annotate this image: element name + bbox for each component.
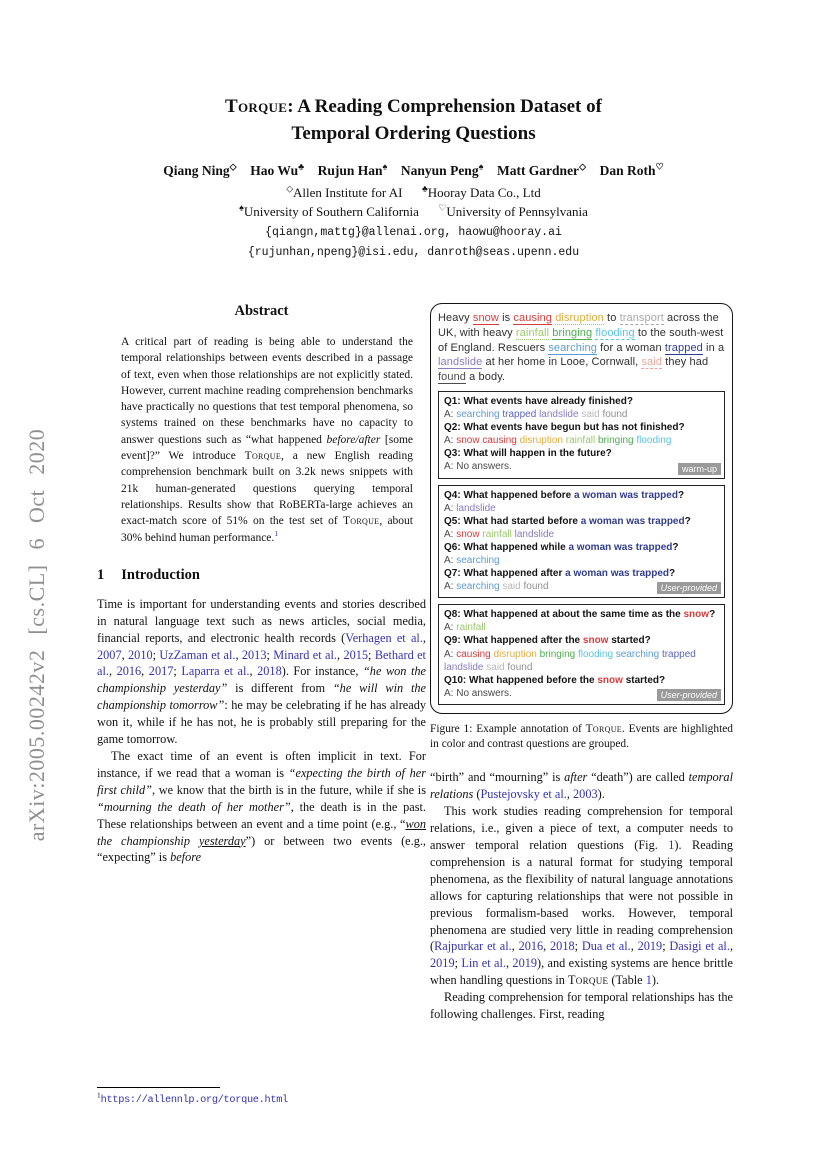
text-segment: Q1: What events have already finished?	[444, 395, 633, 407]
text-segment: causing	[456, 648, 494, 660]
section-heading-introduction	[97, 567, 426, 584]
text-segment: ;	[173, 664, 182, 679]
user-provided-badge: User-provided	[657, 689, 721, 701]
text-segment: Torque	[225, 96, 288, 117]
answer-line	[444, 621, 719, 634]
text-segment: ).	[651, 973, 660, 988]
text-segment: trapped	[661, 648, 696, 660]
text-segment: ,	[141, 664, 149, 679]
text-segment: A:	[444, 528, 457, 540]
section-number: 1	[97, 566, 105, 583]
text-segment: Q4: What happened before	[444, 489, 575, 501]
text-segment: a woman was trapped	[574, 489, 678, 501]
text-segment	[483, 163, 497, 178]
text-segment: Dan Roth	[599, 163, 656, 178]
citation-link[interactable]: 2019	[512, 956, 538, 971]
text-segment: for a woman	[596, 341, 665, 354]
question-line	[444, 515, 719, 528]
text-segment: [some event]?” We introduce	[121, 433, 413, 463]
text-segment: “he will win the championship tomorrow”	[97, 681, 426, 713]
text-segment: Q10: What happened before the	[444, 674, 598, 686]
question-line	[444, 447, 719, 460]
text-segment: ,	[249, 664, 258, 679]
text-segment: Matt Gardner	[496, 163, 580, 178]
text-segment: ?	[669, 568, 676, 580]
answer-line	[444, 528, 719, 541]
citation-link[interactable]: Rajpurkar et al.	[434, 939, 512, 954]
text-segment: snow	[597, 674, 623, 686]
text-segment: ?	[677, 489, 685, 501]
intro-paragraph-2	[97, 748, 426, 866]
text-segment: to	[603, 312, 620, 324]
text-segment: (Table	[608, 973, 646, 988]
text-segment: Figure 1: Example annotation of	[430, 722, 586, 735]
text-segment: searching	[456, 555, 500, 567]
text-segment: “he won the championship yesterday”	[97, 664, 427, 696]
text-segment: ,	[108, 664, 117, 679]
qa-block	[438, 604, 725, 705]
text-segment: landslide	[444, 661, 487, 673]
qa-block	[438, 391, 725, 479]
text-segment: a body.	[466, 371, 506, 384]
text-segment: searching	[456, 581, 503, 593]
text-segment: ;	[574, 939, 582, 954]
text-segment: bringing	[552, 326, 593, 339]
text-segment: Time is important for understanding events and stories described in natural language text such as news articles, social media, financial reports, and electronic health records (	[97, 596, 426, 645]
paper-title-line-1	[0, 94, 827, 121]
text-segment: Q3: What will happen in the future?	[444, 448, 612, 460]
citation-link[interactable]: 2013	[241, 647, 267, 662]
text-segment: transport	[619, 312, 664, 324]
text-segment: Nanyun Peng	[400, 163, 479, 178]
text-segment: snow	[472, 312, 499, 324]
text-segment: to the south-west of England. Rescuers	[438, 326, 724, 354]
text-segment: ,	[729, 939, 734, 954]
citation-link[interactable]: 2018	[550, 939, 575, 954]
text-segment: flooding	[577, 648, 616, 660]
text-segment: ?	[684, 515, 691, 527]
affiliations-line-2	[0, 204, 827, 220]
text-segment: Reading comprehension for temporal relationships has the following challenges. First, reading	[430, 990, 733, 1022]
text-segment: , we know that the birth is in the future, while if she is	[151, 782, 426, 797]
text-segment: started?	[622, 674, 666, 686]
text-segment: bringing	[539, 648, 578, 660]
text-segment: Rujun Han	[317, 163, 383, 178]
text-segment: ,	[566, 787, 574, 802]
text-segment: University of Pennsylvania	[446, 204, 588, 219]
text-segment: Heavy	[438, 312, 473, 324]
figure-1-box	[430, 303, 733, 714]
text-segment: ). For instance,	[281, 664, 363, 679]
citation-link[interactable]: 2003	[573, 787, 598, 802]
paper-title-line-2: Temporal Ordering Questions	[291, 122, 536, 144]
text-segment: ;	[152, 647, 160, 662]
text-segment: found	[602, 409, 628, 421]
text-segment: found	[523, 581, 549, 593]
text-segment: A critical part of reading is being able to understand the temporal relationships between events described in a passage of text, even when those relationships are not explicitly stated. However, current machine reading comprehension benchmarks have practically no questions that test temporal phenomena, so systems trained on these benchmarks have no capacity to answer questions such as “what happened	[121, 336, 413, 446]
text-segment: won	[405, 816, 426, 831]
text-segment: ◇	[579, 161, 587, 172]
text-segment: ,	[630, 939, 638, 954]
text-segment: This work studies reading comprehension for temporal relations, i.e., given a piece of text, a computer needs to answer temporal relation questions (Fig.	[430, 804, 733, 852]
text-segment: disruption	[555, 312, 604, 324]
text-segment: “mourning the death of her mother”	[97, 799, 291, 814]
text-segment: said	[581, 409, 603, 421]
text-segment: rainfall	[456, 622, 486, 634]
answer-line	[444, 502, 719, 515]
answer-line	[444, 408, 719, 421]
text-segment: is	[498, 312, 514, 324]
citation-link[interactable]: 2017	[148, 664, 174, 679]
text-segment: (	[473, 787, 481, 802]
abstract-text	[121, 334, 413, 546]
text-segment: searching	[548, 341, 597, 354]
text-segment: ♠	[239, 202, 244, 213]
figure-passage	[438, 311, 725, 385]
text-segment: “birth” and “mourning” is	[430, 770, 565, 785]
text-segment: ,	[337, 647, 344, 662]
answer-line	[444, 554, 719, 567]
affiliations-line-1	[0, 185, 827, 201]
text-segment: said	[502, 581, 524, 593]
text-segment: ;	[368, 647, 375, 662]
text-segment: ♣	[298, 161, 305, 172]
text-segment: bringing	[598, 435, 637, 447]
text-segment: 1	[97, 1090, 101, 1100]
citation-link[interactable]: Dua et al.	[581, 939, 631, 954]
citation-link[interactable]: 2007	[97, 647, 122, 662]
text-segment	[237, 163, 251, 178]
text-segment: rainfall	[565, 435, 598, 447]
text-segment: snow	[456, 435, 483, 447]
text-segment: , a new English reading comprehension benchmark built on 3.2k news snippets with 21k human-generated questions querying temporal relationships. Results show that RoBERTa-large achieves an exact-match score of 51% on the test set of	[121, 450, 414, 528]
text-segment: The exact time of an event is often implicit in text. For instance, if we read that a woman is	[97, 749, 426, 780]
text-segment: ♠	[382, 161, 388, 172]
text-segment: A: No answers.	[444, 461, 512, 473]
text-segment: a woman was trapped	[565, 568, 670, 580]
citation-link[interactable]: 2019	[637, 939, 663, 954]
text-segment: : he may be celebrating if he has already won it, while if he has not, he is probably still preparing for the game tomorrow.	[97, 698, 426, 747]
citation-link[interactable]: Bethard et al.	[97, 647, 426, 679]
text-segment: yesterday	[198, 833, 246, 848]
text-segment: said	[641, 356, 663, 369]
text-segment: “expecting the birth of her first child”	[97, 765, 426, 797]
text-segment: A:	[444, 409, 457, 421]
text-segment: across the UK, with heavy	[438, 312, 719, 339]
text-segment: snow	[683, 609, 710, 621]
body-paragraph-1	[430, 769, 733, 803]
text-segment: ♡	[655, 161, 664, 172]
text-segment: Hooray Data Co., Ltd	[427, 185, 541, 200]
arxiv-watermark: arXiv:2005.00242v2 [cs.CL] 6 Oct 2020	[24, 428, 49, 842]
text-segment: trapped	[502, 409, 540, 421]
text-segment: causing	[513, 312, 553, 324]
citation-link[interactable]: 2016	[518, 939, 544, 954]
text-segment: A:	[444, 581, 457, 593]
text-segment	[387, 163, 401, 178]
text-segment: ). Reading comprehension is a natural format for studying temporal phenomena, as the flexibility of natural language annotations allows for capturing relationships that were not possible in previous formalism-based works. However, temporal phenomena are studied very little in reading comprehension (	[430, 837, 733, 954]
text-segment: started?	[608, 635, 651, 647]
footnote-text	[97, 1090, 426, 1106]
text-segment: temporal relations	[430, 770, 733, 802]
text-segment	[586, 163, 600, 178]
text-segment: found	[438, 371, 467, 384]
text-segment: landslide	[539, 409, 582, 421]
text-segment: A:	[444, 648, 457, 660]
text-segment: searching	[615, 648, 662, 660]
text-segment: Torque	[244, 450, 282, 463]
text-segment: snow	[582, 635, 609, 647]
citation-link[interactable]: 2018	[257, 664, 282, 679]
text-segment: before	[170, 850, 202, 865]
text-segment: ,	[511, 939, 519, 954]
footnote-rule	[97, 1087, 220, 1088]
text-segment: ◇	[229, 161, 237, 172]
intro-paragraph-1	[97, 596, 426, 748]
text-segment: Torque	[342, 515, 380, 528]
text-segment: ♠	[478, 161, 484, 172]
text-segment: found	[507, 661, 533, 673]
text-segment: Hao Wu	[250, 163, 299, 178]
citation-link[interactable]: https://allennlp.org/torque.html	[100, 1094, 288, 1106]
text-segment: a woman was trapped	[580, 515, 685, 527]
text-segment: they had	[662, 356, 709, 369]
text-segment: landslide	[456, 502, 496, 514]
paper-title	[0, 94, 827, 148]
text-segment: the championship	[97, 833, 199, 848]
text-segment: flooding	[595, 326, 635, 339]
body-paragraph-2	[430, 803, 733, 989]
text-segment: trapped	[664, 341, 703, 354]
text-segment: A:	[444, 555, 457, 567]
qa-block	[438, 485, 725, 599]
question-line	[444, 674, 719, 687]
text-segment: causing	[482, 435, 520, 447]
text-segment: , the death is in the past. These relationships between an event and a time point (e.g., “	[97, 799, 426, 831]
text-segment: rainfall	[515, 326, 550, 339]
text-segment: ,	[121, 647, 129, 662]
text-segment: is different from	[227, 681, 333, 696]
right-column-body	[430, 769, 733, 1023]
text-segment: ?	[672, 541, 679, 553]
citation-link[interactable]: Lin et al.	[461, 956, 506, 971]
text-segment: : A Reading Comprehension Dataset of	[287, 96, 602, 117]
authors-line	[0, 163, 827, 179]
text-segment: disruption	[493, 648, 540, 660]
text-segment: ), and existing systems are hence brittle when handling questions in	[430, 956, 733, 988]
text-segment: A: No answers.	[444, 687, 512, 699]
citation-link[interactable]: Pustejovsky et al.	[480, 787, 567, 802]
right-column	[430, 303, 733, 1023]
question-line	[444, 634, 719, 647]
citation-link[interactable]: 2019	[430, 956, 455, 971]
text-segment: ;	[454, 956, 462, 971]
footnote	[97, 1087, 426, 1106]
emails-line-2: {rujunhan,npeng}@isi.edu, danroth@seas.upenn.edu	[247, 246, 580, 259]
body-paragraph-3	[430, 989, 733, 1023]
text-segment: University of Southern California	[243, 204, 439, 219]
text-segment: rainfall	[482, 528, 515, 540]
question-line	[444, 541, 719, 554]
text-segment: ,	[543, 939, 551, 954]
text-segment	[304, 163, 318, 178]
question-line	[444, 395, 719, 408]
text-segment: disruption	[519, 435, 566, 447]
text-segment: , about 30% behind human performance.	[121, 515, 413, 544]
text-segment: . Events are highlighted in color and contrast questions are grouped.	[430, 722, 733, 751]
text-segment: said	[486, 661, 508, 673]
text-segment: Torque	[568, 973, 609, 988]
citation-link[interactable]: Verhagen et al.	[345, 630, 423, 645]
citation-link[interactable]: Dasigi et al.	[669, 939, 730, 954]
citation-link[interactable]: 2010	[128, 647, 153, 662]
citation-link[interactable]: Minard et al.	[273, 647, 337, 662]
qa-blocks	[438, 391, 725, 705]
question-line	[444, 608, 719, 621]
text-segment: flooding	[636, 435, 672, 447]
text-segment: Q8: What happened at about the same time as the	[444, 609, 684, 621]
citation-link[interactable]: Laparra et al.	[181, 664, 250, 679]
citation-link[interactable]: UzZaman et al.	[159, 647, 236, 662]
text-segment: “death”) are called	[587, 770, 689, 785]
text-segment: Q2: What events have begun but has not finished?	[444, 422, 685, 434]
section-title: Introduction	[121, 566, 200, 583]
question-line	[444, 567, 719, 580]
text-segment: landslide	[514, 528, 555, 540]
answer-line	[444, 434, 719, 447]
user-provided-badge: User-provided	[657, 582, 721, 594]
text-segment: a woman was trapped	[568, 541, 673, 553]
text-segment: Q7: What happened after	[444, 568, 566, 580]
text-segment: A:	[444, 622, 457, 634]
question-line	[444, 489, 719, 502]
emails-line-1: {qiangn,mattg}@allenai.org, haowu@hooray.ai	[265, 226, 562, 239]
text-segment: ).	[597, 787, 605, 802]
text-segment: A:	[444, 502, 457, 514]
text-segment: at her home in Looe, Cornwall,	[482, 356, 642, 369]
abstract-heading: Abstract	[234, 303, 289, 319]
citation-link[interactable]: 1	[645, 973, 652, 988]
text-segment: ;	[266, 647, 274, 662]
question-line	[444, 421, 719, 434]
text-segment: before/after	[326, 433, 381, 446]
text-segment: ◇	[286, 183, 294, 194]
text-segment: ”) or between two events (e.g., “expecting” is	[97, 833, 426, 865]
answer-line	[444, 648, 719, 674]
text-segment: ♡	[438, 202, 447, 213]
text-segment: ?	[709, 609, 716, 621]
text-segment: landslide	[438, 356, 483, 369]
text-segment: ,	[235, 647, 242, 662]
text-segment: Q5: What had started before	[444, 515, 581, 527]
text-segment: Qiang Ning	[163, 163, 230, 178]
figure-1-caption	[430, 722, 733, 752]
citation-link[interactable]: 1	[274, 528, 279, 538]
text-segment: Q9: What happened after the	[444, 635, 583, 647]
text-segment: Allen Institute for AI	[293, 185, 422, 200]
text-segment: after	[564, 770, 588, 785]
text-segment: ,	[422, 630, 426, 645]
citation-link[interactable]: 2015	[343, 647, 369, 662]
citation-link[interactable]: 1	[668, 837, 675, 852]
text-segment: searching	[456, 409, 503, 421]
text-segment: in a	[702, 341, 725, 354]
warmup-badge: warm-up	[678, 463, 721, 475]
text-segment: Torque	[585, 722, 622, 735]
text-segment: ♣	[421, 183, 428, 194]
text-segment: ;	[662, 939, 670, 954]
text-segment: snow	[456, 528, 483, 540]
text-segment: ,	[505, 956, 513, 971]
text-segment: Q6: What happened while	[444, 541, 569, 553]
citation-link[interactable]: 2016	[116, 664, 142, 679]
text-segment: A:	[444, 435, 457, 447]
left-column	[97, 303, 426, 866]
